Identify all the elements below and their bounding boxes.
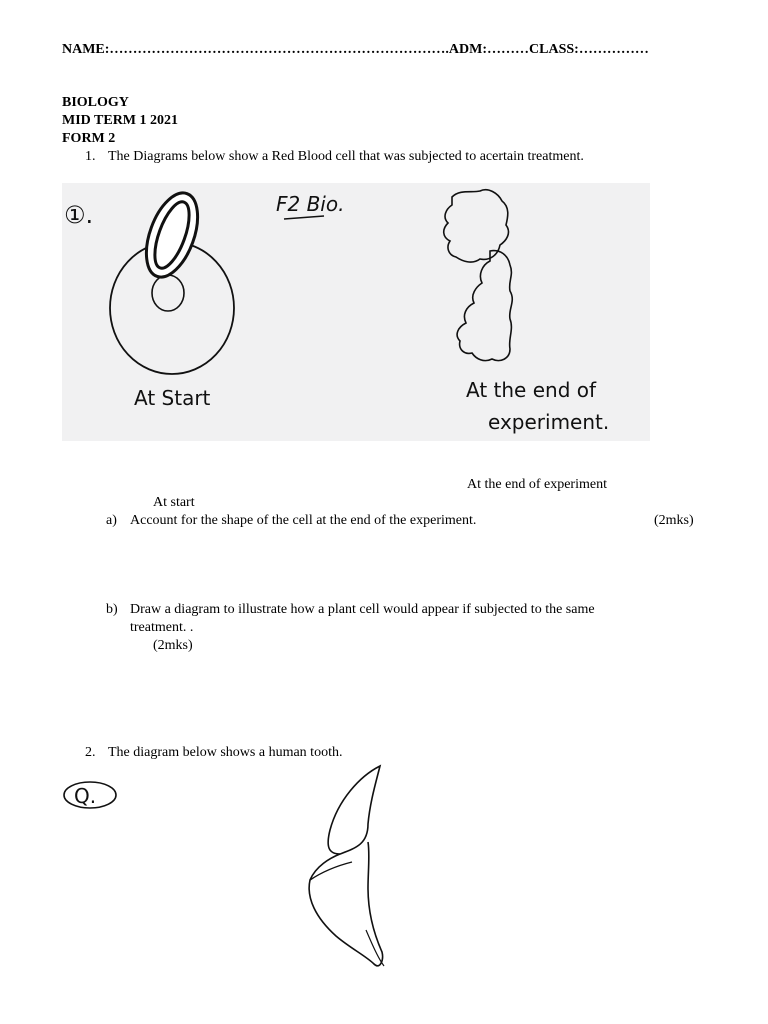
label-end-of-experiment: At the end of experiment (467, 477, 607, 492)
q2-text: The diagram below shows a human tooth. (108, 745, 343, 760)
q1-photo-marker: ①. (64, 201, 94, 229)
q1-number: 1. (85, 149, 96, 164)
photo-caption-end-2: experiment. (488, 410, 610, 434)
subject-title: BIOLOGY (62, 95, 129, 110)
q1b-text-line2: treatment. . (130, 620, 194, 635)
q1b-letter: b) (106, 602, 118, 617)
red-blood-cell-photo (62, 183, 650, 441)
rbc-inner-circle (152, 275, 184, 311)
tooth-crown-upper (328, 766, 380, 854)
q2-photo-marker: Q. (74, 784, 97, 808)
q1a-letter: a) (106, 513, 117, 528)
red-blood-cell-drawing (62, 183, 650, 441)
name-adm-class-line: NAME:……………………………………………………………….ADM:………CLASS:…………… (62, 42, 649, 57)
q1a-marks: (2mks) (654, 513, 694, 528)
q1-text: The Diagrams below show a Red Blood cell that was subjected to acertain treatment. (108, 149, 584, 164)
exam-title: MID TERM 1 2021 (62, 113, 179, 128)
human-tooth-photo (40, 762, 450, 1024)
q1-photo-tag: F2 Bio. (276, 192, 345, 216)
form-title: FORM 2 (62, 131, 116, 146)
q1a-text: Account for the shape of the cell at the end of the experiment. (130, 513, 477, 528)
tag-underline (284, 216, 324, 219)
q1b-text-line1: Draw a diagram to illustrate how a plant cell would appear if subjected to the same (130, 602, 595, 617)
photo-caption-end-1: At the end of (466, 378, 597, 402)
crenated-cell-bottom (457, 251, 512, 361)
human-tooth-drawing (40, 762, 450, 1024)
q1b-marks: (2mks) (153, 638, 193, 653)
q2-number: 2. (85, 745, 96, 760)
rbc-side-view (136, 186, 207, 284)
label-at-start: At start (153, 495, 195, 510)
photo-caption-start: At Start (134, 386, 211, 410)
tooth-root-outline (309, 842, 382, 966)
